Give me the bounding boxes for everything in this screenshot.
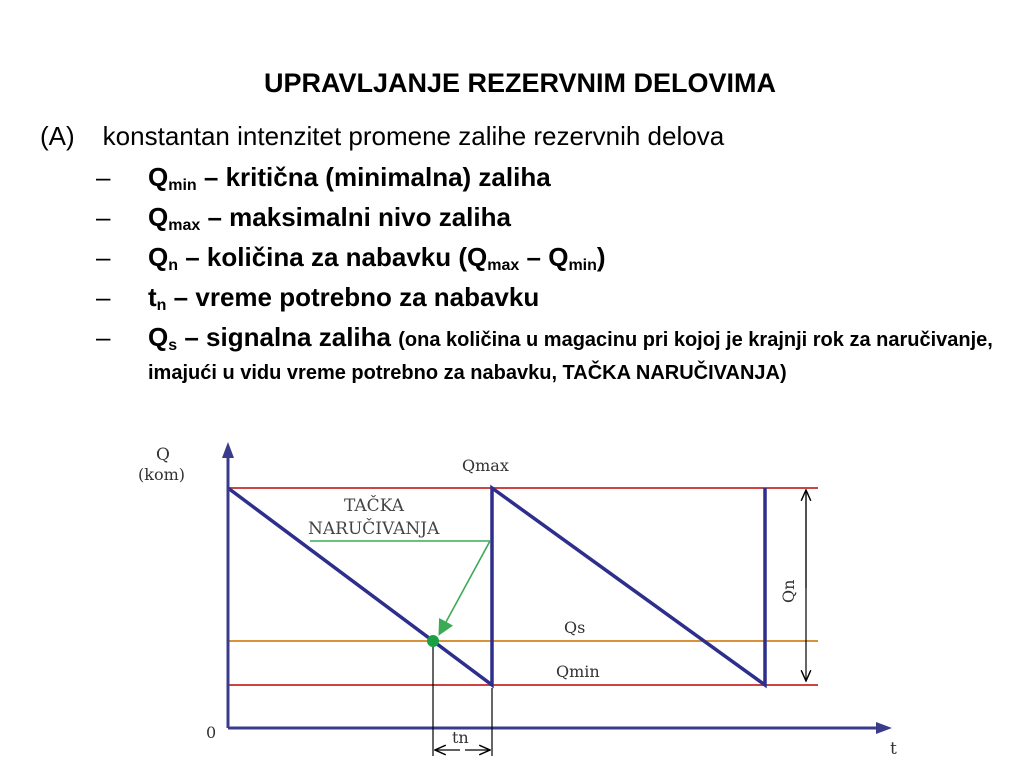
definition-list [96, 162, 996, 398]
dash-bullet: – [96, 202, 111, 232]
intro-text: konstantan intenzitet promene zalihe rezervnih delova [102, 121, 725, 151]
callout-label-line1: TAČKA [344, 496, 404, 516]
callout-arrow [440, 541, 490, 633]
inventory-sawtooth-diagram [130, 438, 910, 768]
list-item-qs [96, 322, 996, 388]
dash-bullet: – [96, 242, 111, 272]
tn-label: tn [452, 728, 469, 747]
item-description: – kritična (minimalna) zaliha [196, 162, 551, 192]
item-subscript: min [568, 257, 597, 274]
order-point-marker [427, 635, 439, 647]
item-description: – [519, 242, 549, 272]
item-symbol: Q [548, 242, 569, 272]
item-subscript: s [168, 337, 178, 354]
item-description: – vreme potrebno za nabavku [166, 282, 540, 312]
item-subscript: n [156, 297, 167, 314]
item-symbol: t [148, 282, 157, 312]
item-note: (ona količina u magacinu pri kojoj je krajnji rok za naručivanje, imajući u vidu vreme potrebno za nabavku, TAČKA NARUČIVANJA) [148, 329, 993, 384]
item-symbol: Q [467, 242, 488, 272]
x-axis-label: t [890, 739, 897, 759]
x-axis-arrowhead [876, 722, 892, 734]
item-symbol: Q [148, 162, 169, 192]
qn-label: Qn [779, 579, 798, 603]
item-description: – signalna zaliha [177, 322, 399, 352]
item-subscript: n [168, 257, 179, 274]
item-symbol: Q [148, 322, 169, 352]
qs-label: Qs [564, 618, 586, 637]
list-item-qmin [96, 162, 996, 192]
sawtooth-stock-line [228, 488, 765, 685]
y-axis-arrowhead [222, 442, 234, 458]
item-subscript: min [168, 177, 197, 194]
dash-bullet: – [96, 162, 111, 192]
intro-marker: (A) [40, 121, 75, 151]
y-axis-unit: (kom) [138, 465, 185, 484]
qmax-label: Qmax [462, 456, 509, 475]
intro-line [40, 121, 724, 152]
list-item-qn [96, 242, 996, 272]
item-description: ) [596, 242, 606, 272]
item-symbol: Q [148, 202, 169, 232]
item-subscript: max [168, 217, 201, 234]
qmin-label: Qmin [556, 662, 600, 681]
y-axis-label: Q [156, 445, 170, 465]
list-item-qmax [96, 202, 996, 232]
callout-label-line2: NARUČIVANJA [308, 519, 440, 539]
page-title: UPRAVLJANJE REZERVNIM DELOVIMA [263, 68, 777, 98]
item-description: – količina za nabavku ( [178, 242, 468, 272]
dash-bullet: – [96, 282, 111, 312]
dash-bullet: – [96, 322, 111, 352]
item-subscript: max [487, 257, 520, 274]
list-item-tn [96, 282, 996, 312]
item-description: – maksimalni nivo zaliha [200, 202, 511, 232]
origin-label: 0 [206, 723, 217, 742]
item-symbol: Q [148, 242, 169, 272]
